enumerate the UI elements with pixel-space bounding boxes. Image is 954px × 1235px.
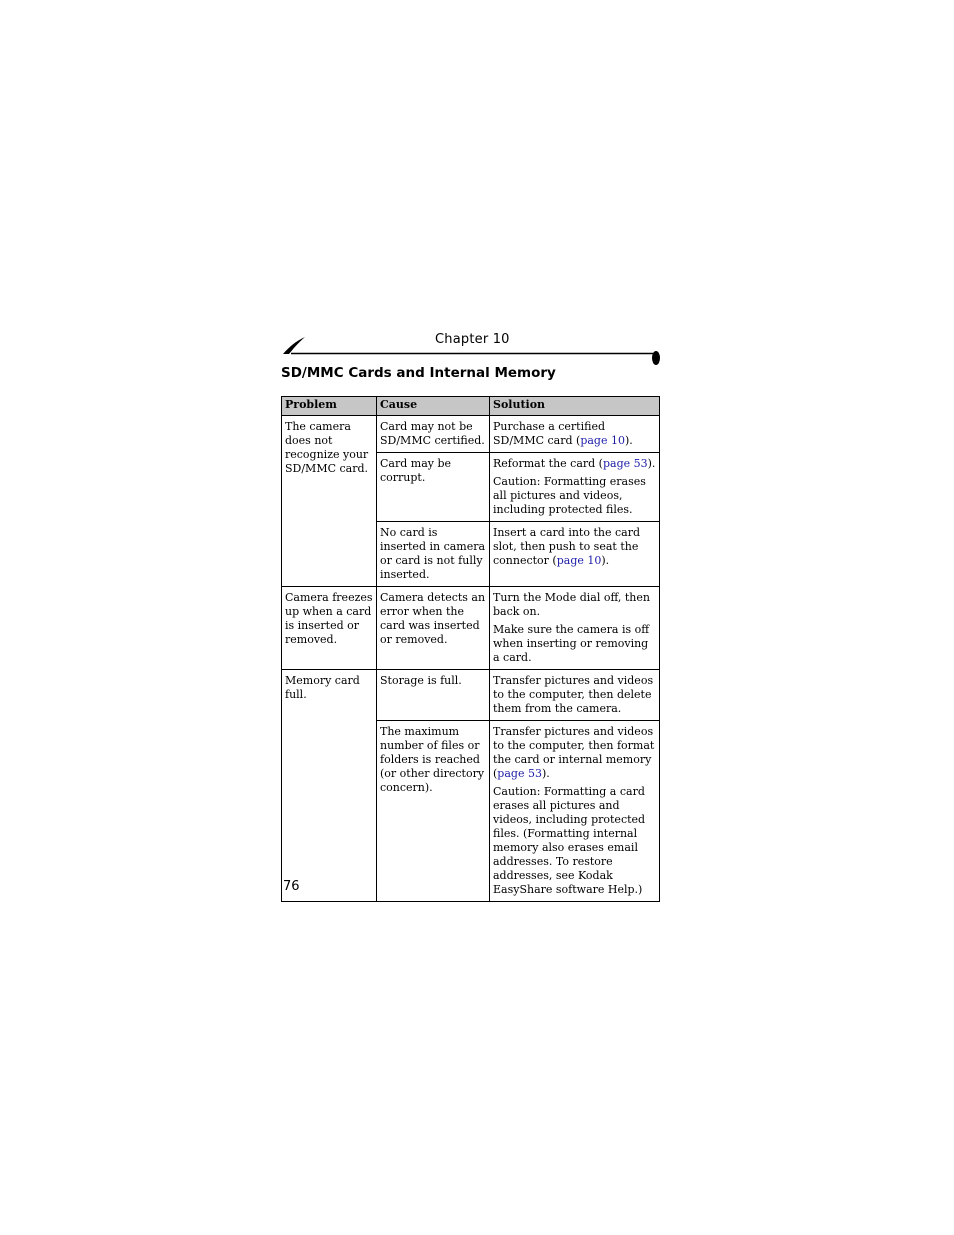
page-link[interactable]: page 53 xyxy=(602,457,648,470)
page-link[interactable]: page 10 xyxy=(556,554,602,567)
caution-note: Caution: Formatting erases all pictures and videos, including protected files. xyxy=(493,475,646,516)
solution-cell xyxy=(490,522,660,587)
table-row xyxy=(282,670,660,721)
table-row xyxy=(282,416,660,453)
problem-cell: Memory card full. xyxy=(282,670,377,902)
header-rule-end-dot xyxy=(652,351,660,365)
header-cause: Cause xyxy=(377,397,490,416)
solution-text-end: ). xyxy=(601,554,610,567)
solution-cell xyxy=(490,587,660,670)
cause-cell: No card is inserted in camera or card is not fully inserted. xyxy=(377,522,490,587)
header-swoosh-mark xyxy=(283,337,305,354)
solution-text: Transfer pictures and videos to the computer, then format the card or internal memory ( xyxy=(493,725,655,780)
solution-text: Reformat the card ( xyxy=(493,457,603,470)
solution-text: Insert a card into the card slot, then push to seat the connector ( xyxy=(493,526,641,567)
cause-cell: Card may be corrupt. xyxy=(377,453,490,522)
cause-cell: Storage is full. xyxy=(377,670,490,721)
header-solution: Solution xyxy=(490,397,660,416)
chapter-label: Chapter 10 xyxy=(435,332,510,347)
cause-cell: Camera detects an error when the card was inserted or removed. xyxy=(377,587,490,670)
solution-paragraph xyxy=(493,725,656,781)
page-number: 76 xyxy=(283,879,300,894)
solution-paragraph xyxy=(493,457,656,471)
solution-text-end: ). xyxy=(647,457,656,470)
solution-cell xyxy=(490,721,660,902)
table-header-row xyxy=(282,397,660,416)
chapter-header-rule xyxy=(283,337,661,367)
troubleshooting-table xyxy=(281,396,660,902)
header-problem: Problem xyxy=(282,397,377,416)
page-link[interactable]: page 53 xyxy=(497,767,542,780)
problem-cell: Camera freezes up when a card is inserted or removed. xyxy=(282,587,377,670)
section-title: SD/MMC Cards and Internal Memory xyxy=(281,365,556,381)
solution-cell xyxy=(490,416,660,453)
cause-cell: The maximum number of files or folders is reached (or other directory concern). xyxy=(377,721,490,902)
cause-cell: Card may not be SD/MMC certified. xyxy=(377,416,490,453)
caution-note: Caution: Formatting a card erases all pictures and videos, including protected files. (Formatting internal memory also erases email addresses. To restore addresses, see Kodak EasyShare software Help.) xyxy=(493,785,646,896)
page-link[interactable]: page 10 xyxy=(580,434,625,447)
table-row xyxy=(282,587,660,670)
solution-text: Purchase a certified SD/MMC card ( xyxy=(493,420,606,447)
solution-paragraph: Make sure the camera is off when inserting or removing a card. xyxy=(493,623,650,664)
solution-text-end: ). xyxy=(624,434,633,447)
solution-text-end: ). xyxy=(541,767,550,780)
solution-paragraph: Turn the Mode dial off, then back on. xyxy=(493,591,650,618)
solution-cell xyxy=(490,453,660,522)
problem-cell: The camera does not recognize your SD/MMC card. xyxy=(282,416,377,587)
solution-cell: Transfer pictures and videos to the computer, then delete them from the camera. xyxy=(490,670,660,721)
